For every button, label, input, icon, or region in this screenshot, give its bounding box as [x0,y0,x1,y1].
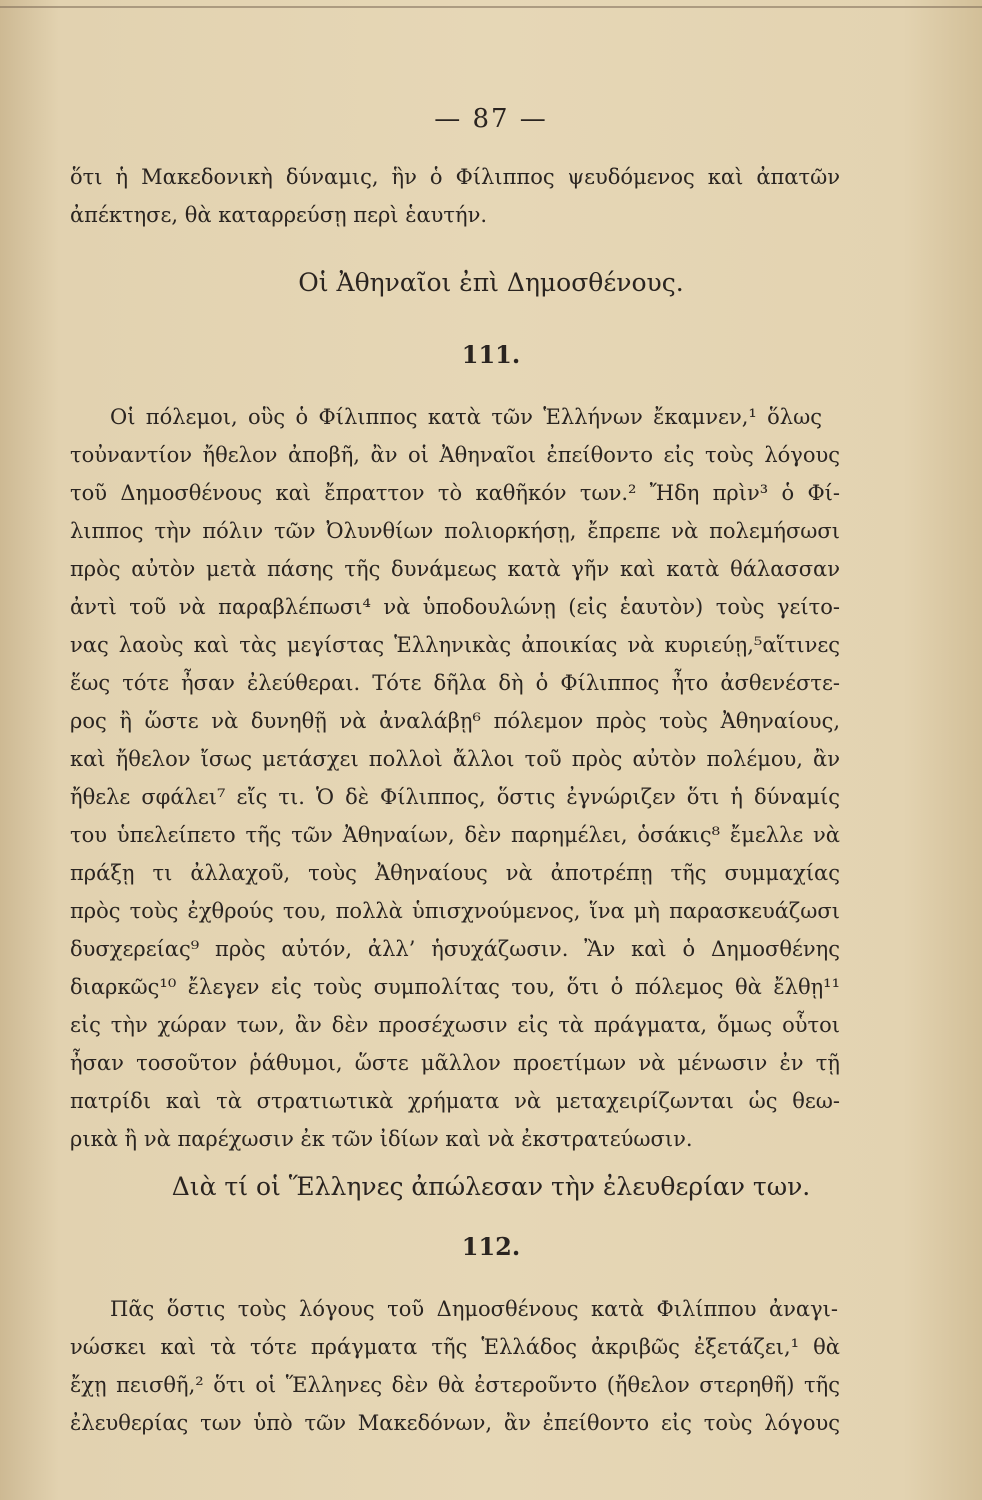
paragraph-line: πατρίδι καὶ τὰ στρατιωτικὰ χρήματα νὰ μεταχειρίζωνται ὡς θεω- [70,1089,840,1113]
section-number: 112. [461,1232,521,1261]
paragraph-line: πρὸς τοὺς ἐχθρούς του, πολλὰ ὑπισχνούμενος, ἵνα μὴ παρασκευάζωσι [70,899,840,923]
paragraph-line: πρὸς αὐτὸν μετὰ πάσης τῆς δυνάμεως κατὰ γῆν καὶ κατὰ θάλασσαν [70,557,840,581]
paragraph-line: τοὐναντίον ἤθελον ἀποβῆ, ἂν οἱ Ἀθηναῖοι ἐπείθοντο εἰς τοὺς λόγους [70,443,840,467]
paragraph-line: διαρκῶς¹⁰ ἔλεγεν εἰς τοὺς συμπολίτας του, ὅτι ὁ πόλεμος θὰ ἔλθῃ¹¹ [70,975,840,999]
paragraph-line: ἦσαν τοσοῦτον ῥάθυμοι, ὥστε μᾶλλον προετίμων νὰ μένωσιν ἐν τῇ [70,1051,840,1075]
paragraph-line: πράξῃ τι ἀλλαχοῦ, τοὺς Ἀθηναίους νὰ ἀποτρέπῃ τῆς συμμαχίας [70,861,840,885]
paragraph-line: ρικὰ ἢ νὰ παρέχωσιν ἐκ τῶν ἰδίων καὶ νὰ ἐκστρατεύωσιν. [70,1127,693,1151]
intro-line: ἀπέκτησε, θὰ καταρρεύσῃ περὶ ἑαυτήν. [70,203,488,227]
paragraph-line: του ὑπελείπετο τῆς τῶν Ἀθηναίων, δὲν παρημέλει, ὁσάκις⁸ ἔμελλε νὰ [70,823,840,847]
intro-line: ὅτι ἡ Μακεδονικὴ δύναμις, ἣν ὁ Φίλιππος ψευδόμενος καὶ ἀπατῶν [70,165,840,189]
paragraph-line: Πᾶς ὅστις τοὺς λόγους τοῦ Δημοσθένους κατὰ Φιλίππου ἀναγι- [110,1297,838,1321]
top-rule [0,6,982,8]
paragraph-line: νώσκει καὶ τὰ τότε πράγματα τῆς Ἑλλάδος ἀκριβῶς ἐξετάζει,¹ θὰ [70,1335,840,1359]
paragraph-line: ρος ἢ ὥστε νὰ δυνηθῇ νὰ ἀναλάβῃ⁶ πόλεμον πρὸς τοὺς Ἀθηναίους, [70,709,840,733]
section-heading: Διὰ τί οἱ Ἕλληνες ἀπώλεσαν τὴν ἐλευθερίαν των. [171,1172,811,1201]
paragraph-line: ἔχῃ πεισθῆ,² ὅτι οἱ Ἕλληνες δὲν θὰ ἐστεροῦντο (ἤθελον στερηθῆ) τῆς [70,1373,840,1397]
page-number: — 87 — [434,104,548,134]
section-number: 111. [461,340,521,369]
paragraph-line: τοῦ Δημοσθένους καὶ ἔπραττον τὸ καθῆκόν των.² Ἤδη πρὶν³ ὁ Φί- [70,481,840,505]
paragraph-line: Οἱ πόλεμοι, οὓς ὁ Φίλιππος κατὰ τῶν Ἑλλήνων ἔκαμνεν,¹ ὅλως [110,405,822,429]
paragraph-line: λιππος τὴν πόλιν τῶν Ὀλυνθίων πολιορκήσῃ, ἔπρεπε νὰ πολεμήσωσι [70,519,840,543]
section-heading: Οἱ Ἀθηναῖοι ἐπὶ Δημοσθένους. [298,268,684,297]
paragraph-line: ἀντὶ τοῦ νὰ παραβλέπωσι⁴ νὰ ὑποδουλώνῃ (εἰς ἑαυτὸν) τοὺς γείτο- [70,595,840,619]
paragraph-line: ἤθελε σφάλει⁷ εἴς τι. Ὁ δὲ Φίλιππος, ὅστις ἐγνώριζεν ὅτι ἡ δύναμίς [70,785,840,809]
paragraph-line: καὶ ἤθελον ἴσως μετάσχει πολλοὶ ἄλλοι τοῦ πρὸς αὐτὸν πολέμου, ἂν [70,747,840,771]
paragraph-line: ἕως τότε ἦσαν ἐλεύθεραι. Τότε δῆλα δὴ ὁ Φίλιππος ἦτο ἀσθενέστε- [70,671,840,695]
paragraph-line: δυσχερείας⁹ πρὸς αὐτόν, ἀλλ’ ἡσυχάζωσιν. Ἂν καὶ ὁ Δημοσθένης [70,937,840,961]
paragraph-line: νας λαοὺς καὶ τὰς μεγίστας Ἑλληνικὰς ἀποικίας νὰ κυριεύῃ,⁵αἵτινες [70,633,840,657]
paragraph-line: ἐλευθερίας των ὑπὸ τῶν Μακεδόνων, ἂν ἐπείθοντο εἰς τοὺς λόγους [70,1411,840,1435]
paragraph-line: εἰς τὴν χώραν των, ἂν δὲν προσέχωσιν εἰς τὰ πράγματα, ὅμως οὗτοι [70,1013,840,1037]
